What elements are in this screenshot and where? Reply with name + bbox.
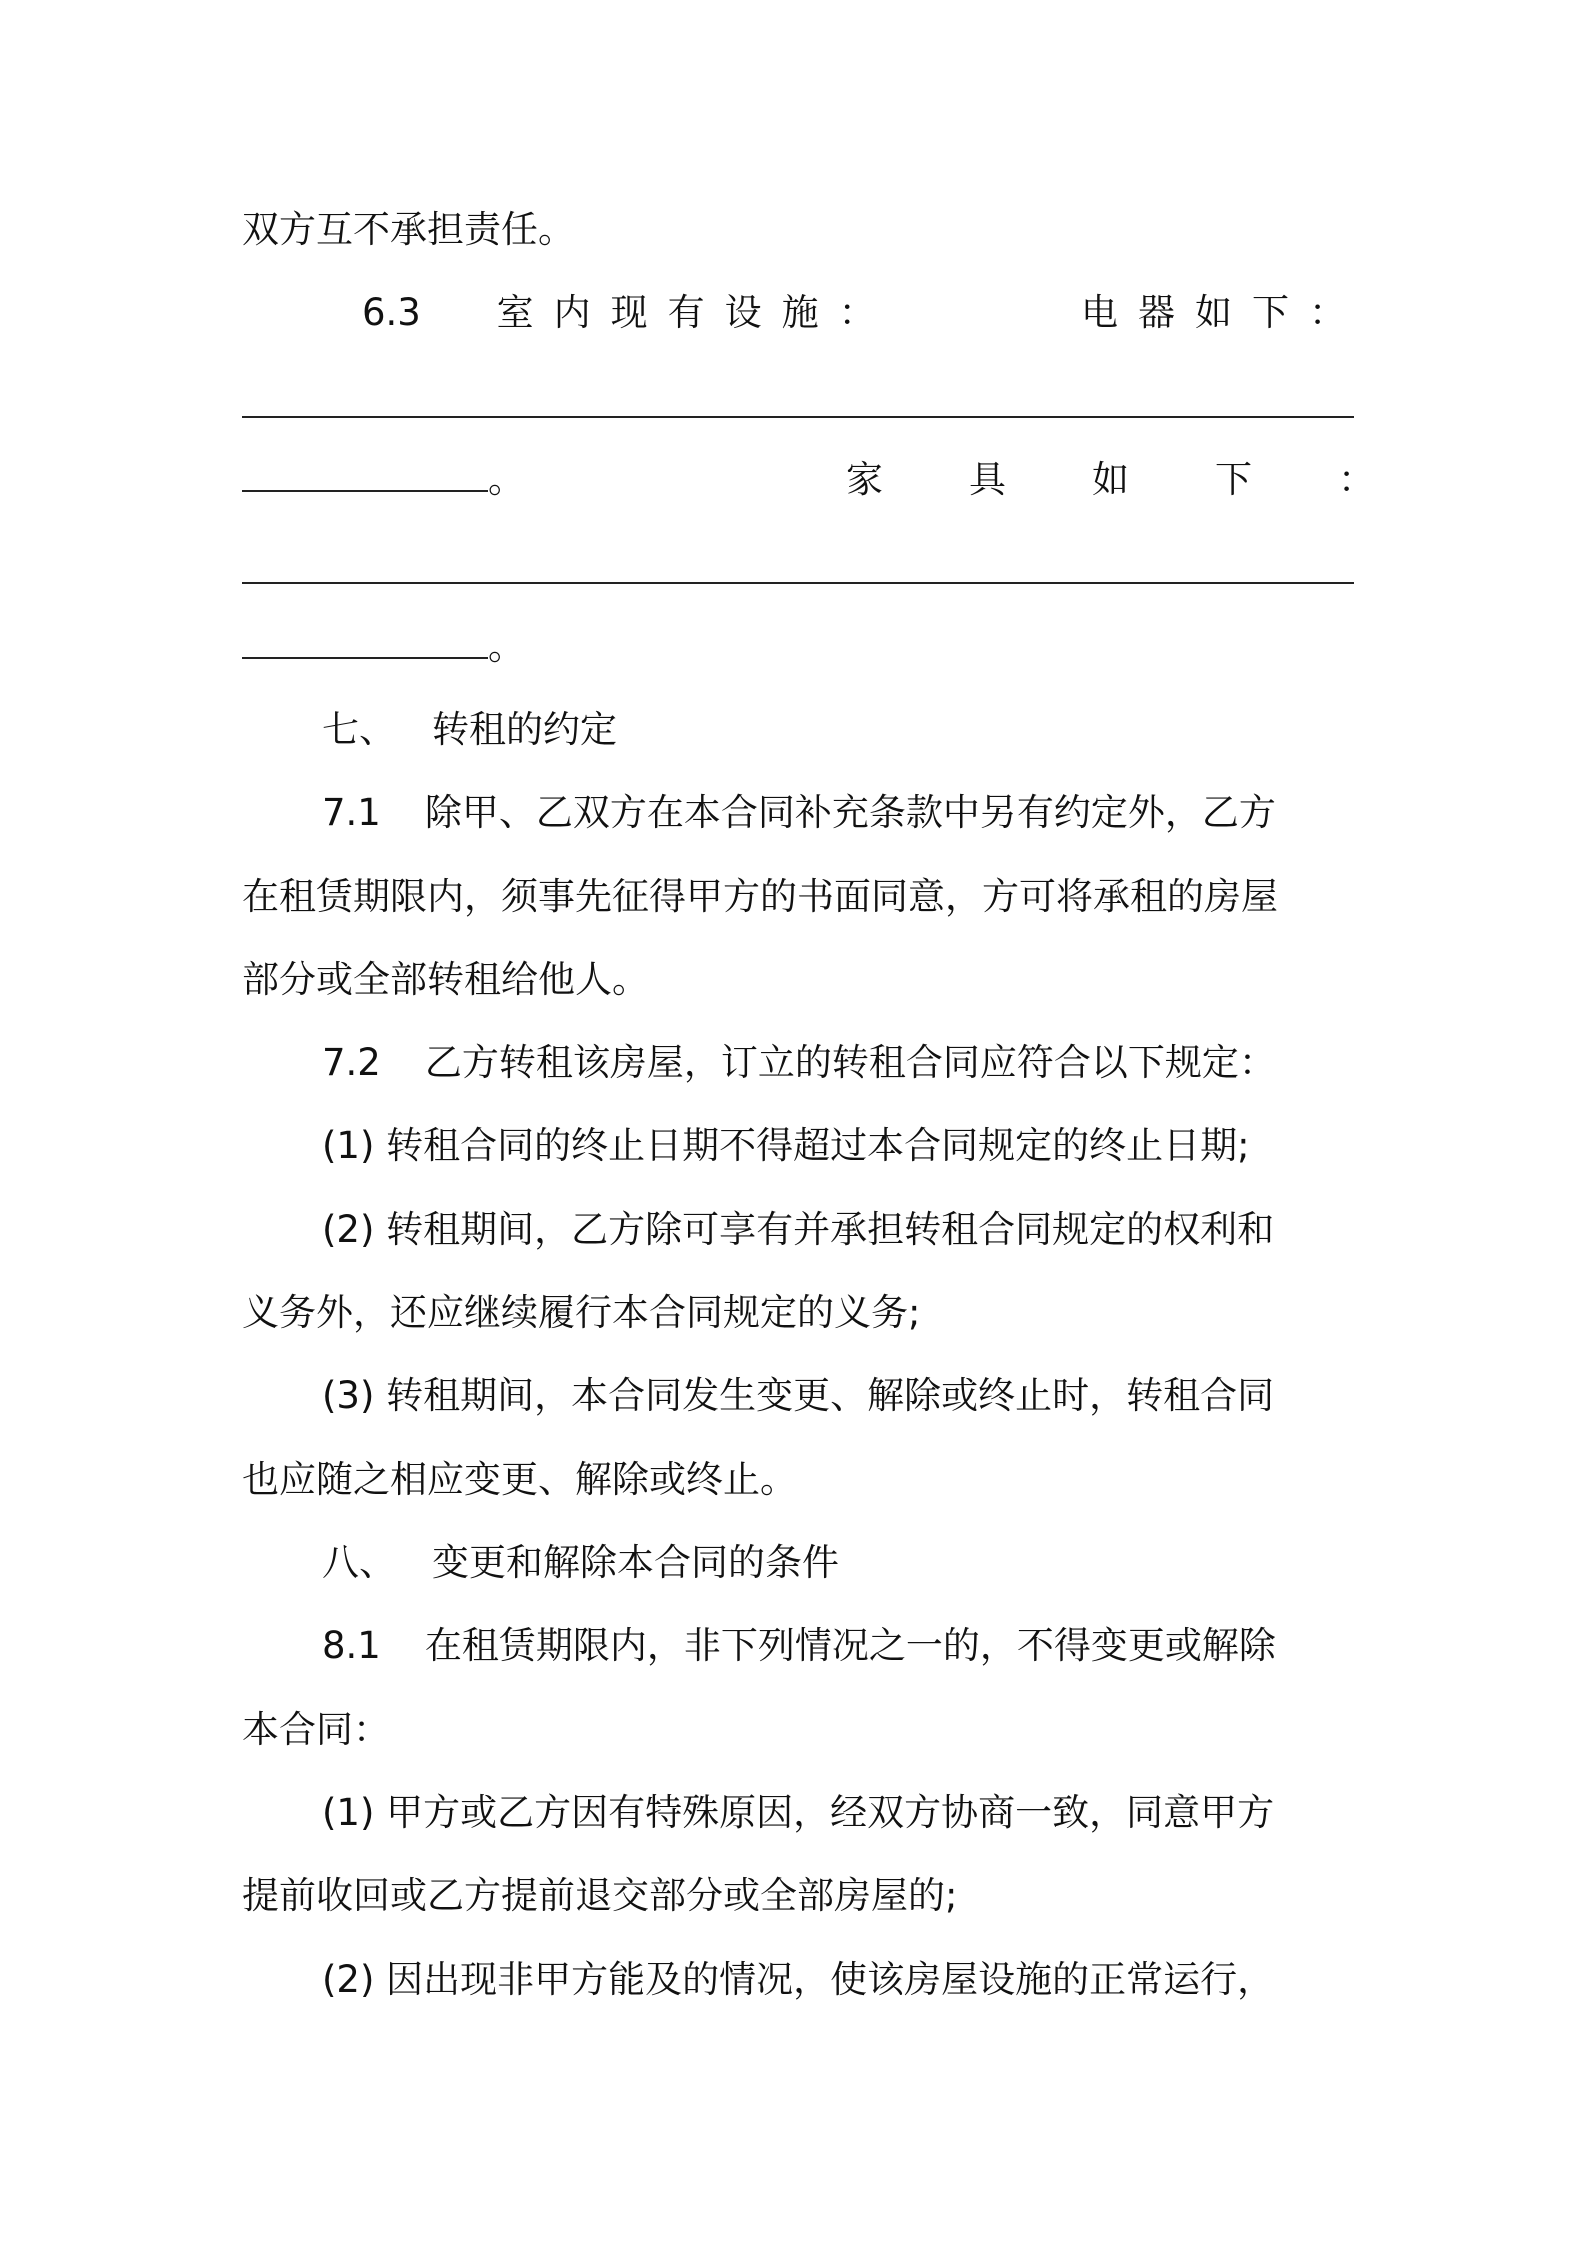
furniture-blank-short <box>242 631 488 659</box>
period-mark: 。 <box>488 625 525 668</box>
list-item <box>242 1121 1354 1171</box>
list-item-text: (2) 转租期间，乙方除可享有并承担转租合同规定的权利和 <box>322 1208 1275 1251</box>
list-item-text: (1) 转租合同的终止日期不得超过本合同规定的终止日期; <box>322 1124 1250 1167</box>
list-item-text: 提前收回或乙方提前退交部分或全部房屋的; <box>242 1874 958 1917</box>
section-number: 八、 <box>322 1541 396 1584</box>
paragraph-text: 本合同： <box>242 1708 390 1751</box>
clause-number: 7.1 <box>322 791 381 834</box>
appliances-blank-short <box>242 464 488 492</box>
paragraph-text: 在租赁期限内，非下列情况之一的，不得变更或解除 <box>424 1624 1276 1667</box>
period-mark: 。 <box>488 458 525 501</box>
list-item-text: (1) 甲方或乙方因有特殊原因，经双方协商一致，同意甲方 <box>322 1791 1275 1834</box>
list-item-cont <box>242 1455 1354 1505</box>
furniture-label: 家具如下： <box>846 458 1461 501</box>
clause-7-1-cont <box>242 872 1354 922</box>
paragraph-text: 双方互不承担责任。 <box>242 208 575 251</box>
clause-7-1 <box>242 788 1354 838</box>
list-item <box>242 1788 1354 1838</box>
paragraph-text: 在租赁期限内，须事先征得甲方的书面同意，方可将承租的房屋 <box>242 875 1278 918</box>
section-title: 转租的约定 <box>432 708 617 751</box>
section-8-heading <box>242 1538 1354 1588</box>
paragraph-liability <box>242 205 1354 255</box>
facilities-label: 室内现有设施： <box>496 291 896 334</box>
section-title: 变更和解除本合同的条件 <box>432 1541 839 1584</box>
list-item-cont <box>242 1288 1354 1338</box>
paragraph-text: 乙方转租该房屋，订立的转租合同应符合以下规定： <box>424 1041 1276 1084</box>
clause-6-3 <box>242 288 1366 338</box>
furniture-blank-line <box>242 578 1354 584</box>
clause-8-1-cont <box>242 1705 1354 1755</box>
list-item-text: (3) 转租期间，本合同发生变更、解除或终止时，转租合同 <box>322 1374 1275 1417</box>
list-item <box>242 1205 1354 1255</box>
appliances-blank-end <box>242 455 1461 505</box>
clause-number: 6.3 <box>362 291 421 334</box>
list-item-text: 也应随之相应变更、解除或终止。 <box>242 1458 797 1501</box>
appliances-label: 电器如下： <box>1081 291 1366 334</box>
list-item <box>242 1955 1354 2005</box>
list-item <box>242 1371 1354 1421</box>
section-number: 七、 <box>322 708 396 751</box>
list-item-cont <box>242 1871 1354 1921</box>
appliances-blank-line <box>242 412 1354 418</box>
clause-number: 8.1 <box>322 1624 381 1667</box>
clause-7-2 <box>242 1038 1354 1088</box>
clause-8-1 <box>242 1621 1354 1671</box>
list-item-text: 义务外，还应继续履行本合同规定的义务; <box>242 1291 921 1334</box>
section-7-heading <box>242 705 1354 755</box>
paragraph-text: 部分或全部转租给他人。 <box>242 958 649 1001</box>
clause-7-1-end <box>242 955 1354 1005</box>
furniture-blank-end <box>242 622 1354 672</box>
clause-number: 7.2 <box>322 1041 381 1084</box>
paragraph-text: 除甲、乙双方在本合同补充条款中另有约定外，乙方 <box>424 791 1276 834</box>
list-item-text: (2) 因出现非甲方能及的情况，使该房屋设施的正常运行， <box>322 1958 1275 2001</box>
